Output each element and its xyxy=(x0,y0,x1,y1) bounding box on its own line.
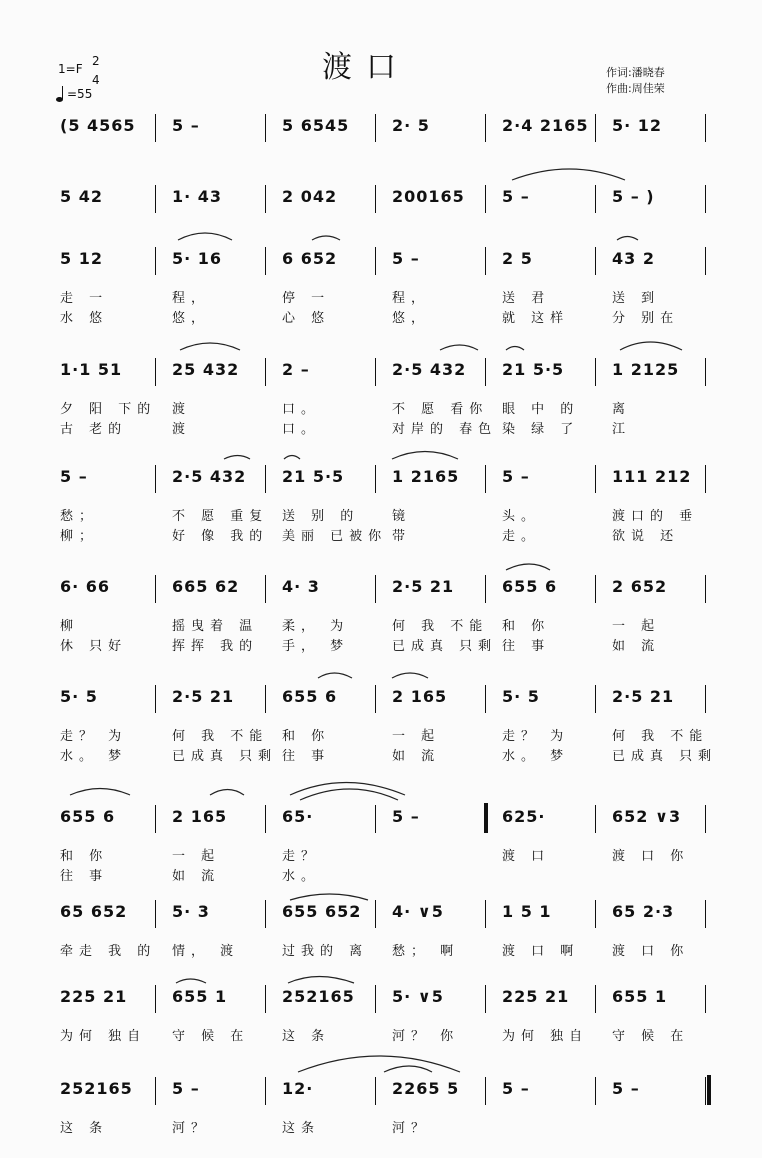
lyric-verse-2: 往 事 xyxy=(60,869,109,884)
bar-line xyxy=(375,685,376,713)
bar-line xyxy=(705,685,706,713)
bar-line xyxy=(375,805,376,833)
measure-notes: 5 – xyxy=(172,1079,200,1098)
lyric-verse-1: 不 愿 看你 xyxy=(392,402,489,417)
measure-notes: 5· 3 xyxy=(172,902,210,921)
bar-line xyxy=(375,185,376,213)
final-bar-line xyxy=(707,1075,711,1105)
bar-line xyxy=(265,185,266,213)
measure-notes: 5 6545 xyxy=(282,116,350,135)
bar-line xyxy=(595,185,596,213)
slur xyxy=(176,979,206,983)
bar-line xyxy=(375,575,376,603)
lyric-verse-1: 守 候 在 xyxy=(172,1029,250,1044)
measure-notes: 625· xyxy=(502,807,546,826)
bar-line xyxy=(155,805,156,833)
measure-notes: 252165 xyxy=(282,987,355,1006)
lyric-verse-2: 休 只好 xyxy=(60,639,128,654)
slur xyxy=(506,347,524,351)
lyric-verse-1: 走？ xyxy=(282,849,321,864)
slur xyxy=(318,673,352,678)
measure-notes: 65 652 xyxy=(60,902,128,921)
lyric-verse-1: 渡口的 垂 xyxy=(612,509,699,524)
lyric-verse-1: 送 到 xyxy=(612,291,661,306)
bar-line xyxy=(155,1077,156,1105)
bar-line xyxy=(155,358,156,386)
lyric-verse-2: 往 事 xyxy=(502,639,551,654)
lyric-verse-2: 分 别在 xyxy=(612,311,680,326)
measure-notes: 2 165 xyxy=(172,807,228,826)
bar-line xyxy=(485,114,486,142)
lyric-verse-1: 和 你 xyxy=(502,619,551,634)
bar-line xyxy=(705,575,706,603)
lyric-verse-1: 渡 口 xyxy=(502,849,551,864)
measure-notes: 655 1 xyxy=(612,987,668,1006)
bar-line xyxy=(155,114,156,142)
lyric-verse-1: 牵走 我 的 xyxy=(60,944,157,959)
measure-notes: 1·1 51 xyxy=(60,360,123,379)
measure-notes: 225 21 xyxy=(502,987,570,1006)
bar-line xyxy=(375,358,376,386)
lyric-verse-2: 心 悠 xyxy=(282,311,331,326)
lyric-verse-1: 这 条 xyxy=(282,1029,331,1044)
measure-notes: 2·5 21 xyxy=(172,687,235,706)
lyric-verse-2: 江 xyxy=(612,422,632,437)
bar-line xyxy=(485,358,486,386)
lyric-verse-2: 已成真 只剩 xyxy=(612,749,718,764)
lyric-verse-1: 摇曳着 温 xyxy=(172,619,259,634)
composer-credit: 作曲:周佳荣 xyxy=(606,82,665,95)
measure-notes: 2·5 432 xyxy=(392,360,467,379)
lyric-verse-1: 和 你 xyxy=(60,849,109,864)
bar-line xyxy=(485,575,486,603)
bar-line xyxy=(705,358,706,386)
bar-line xyxy=(375,1077,376,1105)
measure-notes: 5· 12 xyxy=(612,116,663,135)
bar-line xyxy=(485,247,486,275)
bar-line xyxy=(375,465,376,493)
lyric-verse-1: 这条 xyxy=(282,1121,321,1136)
measure-notes: 21 5·5 xyxy=(282,467,345,486)
bar-line xyxy=(705,900,706,928)
bar-line xyxy=(485,1077,486,1105)
measure-notes: 2 652 xyxy=(612,577,668,596)
lyric-verse-1: 走？ 为 xyxy=(60,729,128,744)
measure-notes: 2 042 xyxy=(282,187,338,206)
bar-line xyxy=(705,805,706,833)
slur xyxy=(620,342,682,350)
measure-notes: 2·5 432 xyxy=(172,467,247,486)
measure-notes: 5 – xyxy=(502,1079,530,1098)
lyric-verse-1: 口。 xyxy=(282,402,321,417)
measure-notes: 5· 5 xyxy=(502,687,540,706)
measure-notes: 2·4 2165 xyxy=(502,116,589,135)
lyric-verse-1: 渡 口 你 xyxy=(612,849,690,864)
song-title: 渡口 xyxy=(322,50,410,85)
bar-line xyxy=(595,900,596,928)
lyric-verse-2: 欲说 还 xyxy=(612,529,680,544)
bar-line xyxy=(485,685,486,713)
lyric-verse-1: 渡 口 啊 xyxy=(502,944,580,959)
measure-notes: 2 5 xyxy=(502,249,533,268)
measure-notes: 652 ∨3 xyxy=(612,807,682,826)
lyric-verse-2: 如 流 xyxy=(172,869,221,884)
measure-notes: 252165 xyxy=(60,1079,133,1098)
bar-line xyxy=(595,1077,596,1105)
measure-notes: 65· xyxy=(282,807,314,826)
bar-line xyxy=(485,985,486,1013)
lyric-verse-2: 水。 xyxy=(282,869,321,884)
lyric-verse-2: 挥挥 我的 xyxy=(172,639,259,654)
lyric-verse-1: 头。 xyxy=(502,509,541,524)
slur xyxy=(298,1056,460,1072)
measure-notes: 5 – xyxy=(392,807,420,826)
lyric-verse-1: 愁； 啊 xyxy=(392,944,460,959)
slur xyxy=(288,977,354,984)
measure-notes: 5· ∨5 xyxy=(392,987,444,1006)
quarter-note-icon xyxy=(56,86,64,102)
lyric-verse-1: 送 君 xyxy=(502,291,551,306)
lyric-verse-1: 为何 独自 xyxy=(60,1029,147,1044)
bar-line xyxy=(595,358,596,386)
lyric-verse-2: 水 悠 xyxy=(60,311,109,326)
slur xyxy=(312,236,340,240)
lyric-verse-2: 口。 xyxy=(282,422,321,437)
lyric-verse-1: 河？ xyxy=(392,1121,431,1136)
bar-line xyxy=(265,247,266,275)
bar-line xyxy=(265,575,266,603)
lyric-verse-1: 镜 xyxy=(392,509,412,524)
measure-notes: 655 652 xyxy=(282,902,362,921)
lyric-verse-2: 手， 梦 xyxy=(282,639,350,654)
lyric-verse-1: 程， xyxy=(392,291,431,306)
lyric-verse-2: 美丽 已被你 xyxy=(282,529,388,544)
measure-notes: 665 62 xyxy=(172,577,240,596)
bar-line xyxy=(265,985,266,1013)
lyric-verse-2: 水。 梦 xyxy=(502,749,570,764)
bar-line xyxy=(595,465,596,493)
measure-notes: 1 2165 xyxy=(392,467,460,486)
lyric-verse-1: 停 一 xyxy=(282,291,331,306)
lyric-verse-1: 送 别 的 xyxy=(282,509,360,524)
bar-line xyxy=(265,805,266,833)
bar-line xyxy=(265,114,266,142)
slur xyxy=(512,169,625,180)
lyric-verse-1: 一 起 xyxy=(172,849,221,864)
tempo-value: =55 xyxy=(67,87,93,101)
measure-notes: 5 – xyxy=(502,187,530,206)
measure-notes: 21 5·5 xyxy=(502,360,565,379)
bar-line xyxy=(375,985,376,1013)
lyric-verse-1: 渡 xyxy=(172,402,192,417)
slur xyxy=(284,456,300,460)
lyric-verse-1: 离 xyxy=(612,402,632,417)
slur xyxy=(392,452,458,460)
lyric-verse-1: 柳 xyxy=(60,619,80,634)
time-signature-numerator: 2 xyxy=(92,54,100,68)
measure-notes: 5 – xyxy=(172,116,200,135)
bar-line xyxy=(595,114,596,142)
bar-line xyxy=(265,1077,266,1105)
tempo-marking xyxy=(56,86,92,102)
slur xyxy=(224,456,250,460)
lyric-verse-2: 已成真 只剩 xyxy=(392,639,498,654)
measure-notes: 5 – xyxy=(612,1079,640,1098)
lyric-verse-2: 就 这样 xyxy=(502,311,570,326)
bar-line xyxy=(375,247,376,275)
lyric-verse-1: 一 起 xyxy=(612,619,661,634)
lyric-verse-1: 这 条 xyxy=(60,1121,109,1136)
lyric-verse-2: 柳； xyxy=(60,529,99,544)
lyric-verse-2: 渡 xyxy=(172,422,192,437)
lyric-verse-2: 对岸的 春色 xyxy=(392,422,498,437)
lyric-verse-1: 夕 阳 下的 xyxy=(60,402,157,417)
measure-notes: 2·5 21 xyxy=(392,577,455,596)
measure-notes: 1 5 1 xyxy=(502,902,552,921)
slur xyxy=(210,790,244,796)
measure-notes: 1· 43 xyxy=(172,187,223,206)
lyric-verse-1: 程， xyxy=(172,291,211,306)
lyric-verse-1: 走 一 xyxy=(60,291,109,306)
lyric-verse-2: 悠， xyxy=(172,311,211,326)
lyric-verse-1: 一 起 xyxy=(392,729,441,744)
measure-notes: 200165 xyxy=(392,187,465,206)
lyricist-credit: 作词:潘晓春 xyxy=(606,66,665,79)
bar-line xyxy=(705,465,706,493)
lyric-verse-1: 何 我 不能 xyxy=(172,729,269,744)
bar-line xyxy=(155,900,156,928)
measure-notes: 12· xyxy=(282,1079,314,1098)
lyric-verse-1: 眼 中 的 xyxy=(502,402,580,417)
bar-line xyxy=(375,114,376,142)
measure-notes: 111 212 xyxy=(612,467,692,486)
bar-line xyxy=(375,900,376,928)
lyric-verse-1: 河？ 你 xyxy=(392,1029,460,1044)
lyric-verse-2: 已成真 只剩 xyxy=(172,749,278,764)
slur xyxy=(440,345,478,350)
measure-notes: 655 6 xyxy=(60,807,116,826)
lyric-verse-1: 情， 渡 xyxy=(172,944,240,959)
bar-line xyxy=(155,685,156,713)
lyric-verse-2: 带 xyxy=(392,529,412,544)
bar-line xyxy=(595,685,596,713)
bar-line xyxy=(485,465,486,493)
measure-notes: 655 1 xyxy=(172,987,228,1006)
lyric-verse-1: 何 我 不能 xyxy=(612,729,709,744)
lyric-verse-1: 河？ xyxy=(172,1121,211,1136)
slur xyxy=(70,789,130,796)
lyric-verse-1: 和 你 xyxy=(282,729,331,744)
bar-line xyxy=(265,685,266,713)
measure-notes: 5 – xyxy=(60,467,88,486)
measure-notes: 2·5 21 xyxy=(612,687,675,706)
measure-notes: 1 2125 xyxy=(612,360,680,379)
slur xyxy=(290,894,368,900)
slur xyxy=(180,343,240,350)
bar-line xyxy=(705,985,706,1013)
lyric-verse-1: 不 愿 重复 xyxy=(172,509,269,524)
measure-notes: 2· 5 xyxy=(392,116,430,135)
lyric-verse-1: 走？ 为 xyxy=(502,729,570,744)
bar-line xyxy=(155,575,156,603)
slur xyxy=(392,673,428,678)
measure-notes: 5· 5 xyxy=(60,687,98,706)
slur xyxy=(384,1066,432,1072)
bar-line xyxy=(705,185,706,213)
bar-line xyxy=(155,247,156,275)
lyric-verse-2: 好 像 我的 xyxy=(172,529,269,544)
bar-line xyxy=(595,575,596,603)
measure-notes: 4· 3 xyxy=(282,577,320,596)
measure-notes: 5 – xyxy=(502,467,530,486)
lyric-verse-1: 何 我 不能 xyxy=(392,619,489,634)
measure-notes: (5 4565 xyxy=(60,116,136,135)
time-signature-denominator: 4 xyxy=(92,73,100,87)
measure-notes: 6 652 xyxy=(282,249,338,268)
lyric-verse-1: 愁； xyxy=(60,509,99,524)
measure-notes: 65 2·3 xyxy=(612,902,675,921)
lyric-verse-2: 古 老的 xyxy=(60,422,128,437)
lyric-verse-2: 如 流 xyxy=(392,749,441,764)
measure-notes: 5· 16 xyxy=(172,249,223,268)
measure-notes: 6· 66 xyxy=(60,577,111,596)
slur xyxy=(617,237,638,241)
measure-notes: 225 21 xyxy=(60,987,128,1006)
lyric-verse-2: 水。 梦 xyxy=(60,749,128,764)
bar-line xyxy=(595,805,596,833)
measure-notes: 655 6 xyxy=(282,687,338,706)
measure-notes: 5 – xyxy=(392,249,420,268)
slur xyxy=(290,783,405,796)
measure-notes: 5 42 xyxy=(60,187,103,206)
measure-notes: 5 – ) xyxy=(612,187,655,206)
lyric-verse-1: 过我的 离 xyxy=(282,944,369,959)
lyric-verse-1: 柔， 为 xyxy=(282,619,350,634)
measure-notes: 43 2 xyxy=(612,249,655,268)
bar-line xyxy=(705,114,706,142)
lyric-verse-2: 往 事 xyxy=(282,749,331,764)
slur xyxy=(178,233,232,240)
bar-line xyxy=(485,900,486,928)
lyric-verse-1: 为何 独自 xyxy=(502,1029,589,1044)
slur xyxy=(506,564,550,570)
bar-line xyxy=(595,985,596,1013)
bar-line xyxy=(265,900,266,928)
bar-line xyxy=(265,358,266,386)
bar-line xyxy=(155,465,156,493)
measure-notes: 2 165 xyxy=(392,687,448,706)
repeat-bar-line xyxy=(484,803,488,833)
measure-notes: 4· ∨5 xyxy=(392,902,444,921)
lyric-verse-1: 守 候 在 xyxy=(612,1029,690,1044)
bar-line xyxy=(705,247,706,275)
measure-notes: 5 12 xyxy=(60,249,103,268)
measure-notes: 25 432 xyxy=(172,360,240,379)
lyric-verse-1: 渡 口 你 xyxy=(612,944,690,959)
slur xyxy=(300,789,398,800)
bar-line xyxy=(595,247,596,275)
measure-notes: 2265 5 xyxy=(392,1079,460,1098)
measure-notes: 2 – xyxy=(282,360,310,379)
lyric-verse-2: 走。 xyxy=(502,529,541,544)
bar-line xyxy=(155,985,156,1013)
lyric-verse-2: 如 流 xyxy=(612,639,661,654)
bar-line xyxy=(265,465,266,493)
lyric-verse-2: 悠， xyxy=(392,311,431,326)
measure-notes: 655 6 xyxy=(502,577,558,596)
key-signature: 1=F xyxy=(58,62,83,76)
bar-line xyxy=(485,185,486,213)
lyric-verse-2: 染 绿 了 xyxy=(502,422,580,437)
bar-line xyxy=(155,185,156,213)
